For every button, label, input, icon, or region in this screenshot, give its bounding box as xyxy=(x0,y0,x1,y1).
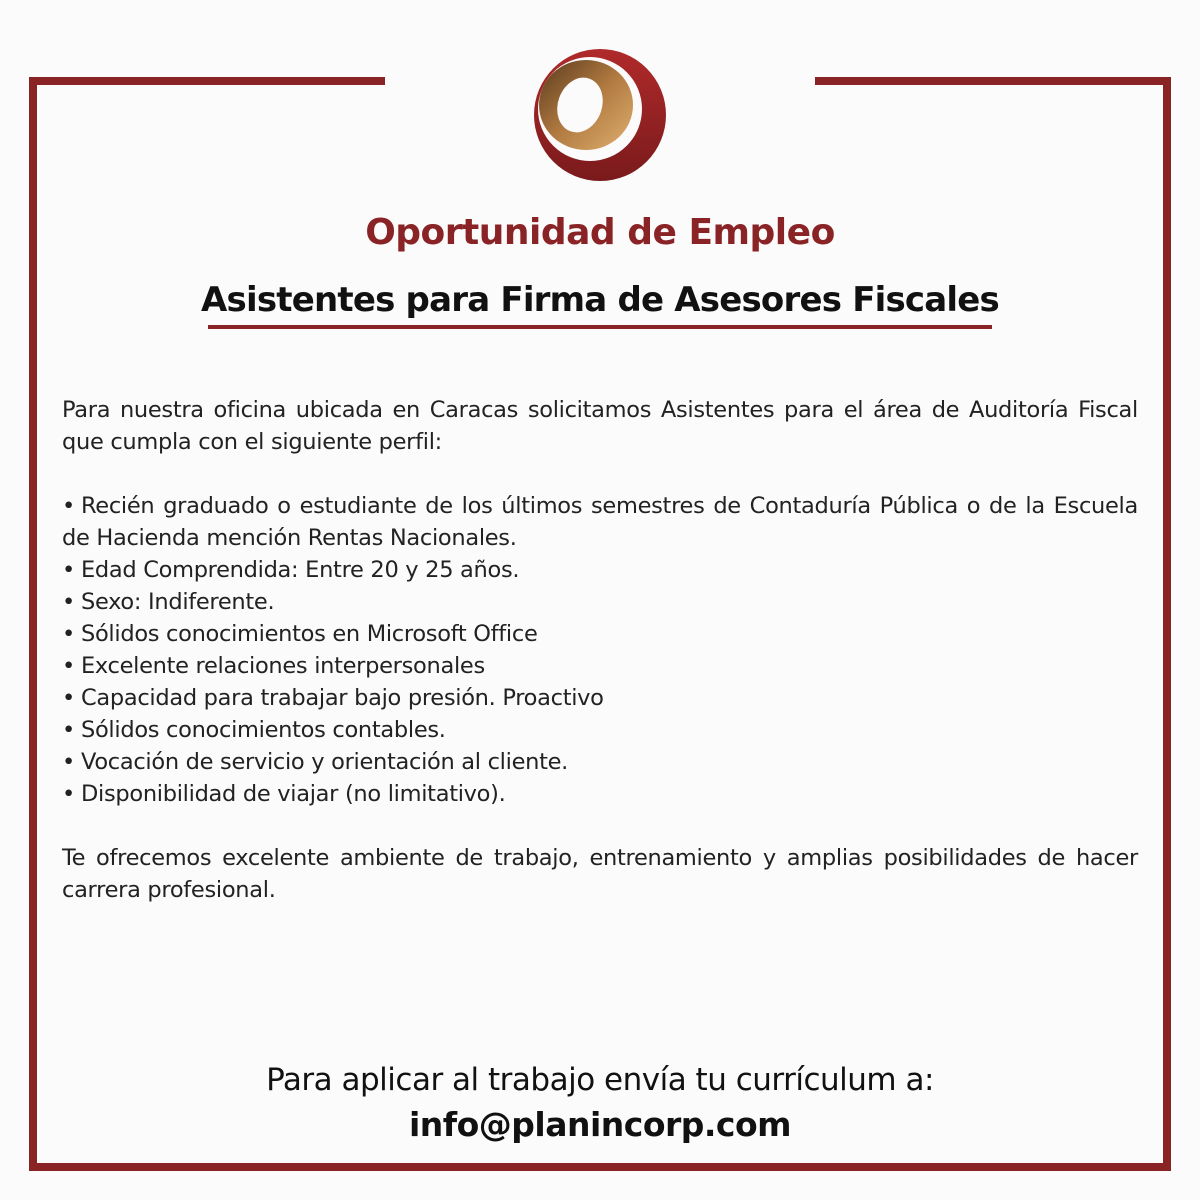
bullet-icon: • xyxy=(62,653,75,679)
list-item: • Excelente relaciones interpersonales xyxy=(62,653,485,679)
bullet-icon: • xyxy=(62,621,75,647)
page-title: Oportunidad de Empleo xyxy=(365,212,835,253)
apply-instructions: Para aplicar al trabajo envía tu currículum a: xyxy=(266,1062,934,1098)
list-item: • Capacidad para trabajar bajo presión. Proactivo xyxy=(62,685,604,711)
offer-paragraph: Te ofrecemos excelente ambiente de trabajo, entrenamiento y amplias posibilidades de hacer carrera profesional. xyxy=(62,845,1138,903)
subtitle-underline xyxy=(208,325,992,329)
frame-bottom-border xyxy=(29,1163,1171,1171)
job-subtitle: Asistentes para Firma de Asesores Fiscales xyxy=(201,280,999,320)
list-item: • Sexo: Indiferente. xyxy=(62,589,275,615)
job-description xyxy=(62,394,1138,906)
bullet-icon: • xyxy=(62,717,75,743)
list-item: • Sólidos conocimientos en Microsoft Office xyxy=(62,621,538,647)
planincorp-ring-logo-icon xyxy=(528,45,668,185)
list-item: • Recién graduado o estudiante de los últimos semestres de Contaduría Pública o de la Escuela de Hacienda mención Rentas Nacionales. xyxy=(62,493,1138,551)
bullet-icon: • xyxy=(62,589,75,615)
bullet-icon: • xyxy=(62,493,75,519)
bullet-icon: • xyxy=(62,685,75,711)
contact-email-link[interactable]: info@planincorp.com xyxy=(408,1105,792,1144)
list-item: • Sólidos conocimientos contables. xyxy=(62,717,446,743)
intro-paragraph: Para nuestra oficina ubicada en Caracas solicitamos Asistentes para el área de Auditoría Fiscal que cumpla con el siguiente perfil: xyxy=(62,397,1138,455)
list-item: • Edad Comprendida: Entre 20 y 25 años. xyxy=(62,557,520,583)
bullet-icon: • xyxy=(62,749,75,775)
list-item: • Vocación de servicio y orientación al cliente. xyxy=(62,749,568,775)
frame-top-right-border xyxy=(815,77,1171,85)
bullet-icon: • xyxy=(62,781,75,807)
requirements-list xyxy=(62,490,1138,810)
list-item: • Disponibilidad de viajar (no limitativo). xyxy=(62,781,506,807)
bullet-icon: • xyxy=(62,557,75,583)
frame-top-left-border xyxy=(29,77,385,85)
